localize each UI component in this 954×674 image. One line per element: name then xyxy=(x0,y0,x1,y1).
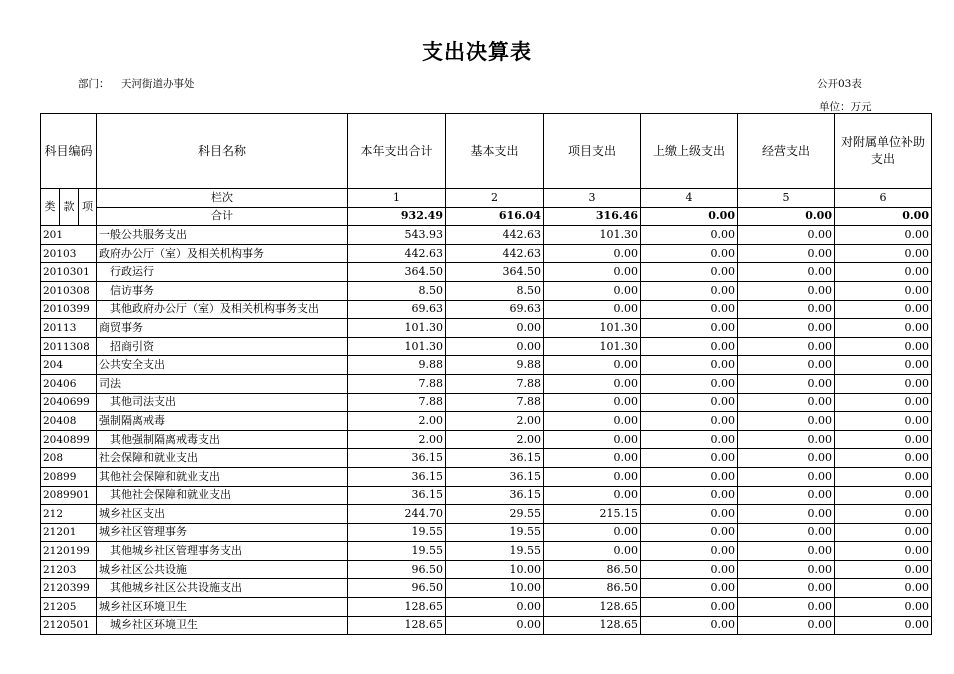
amount-cell: 0.00 xyxy=(835,281,932,300)
total-value: 0.00 xyxy=(738,207,835,226)
subject-name: 强制隔离戒毒 xyxy=(97,412,348,431)
amount-cell: 364.50 xyxy=(348,263,446,282)
amount-cell: 0.00 xyxy=(835,263,932,282)
table-row xyxy=(41,598,932,617)
amount-cell: 0.00 xyxy=(641,300,738,319)
amount-cell: 69.63 xyxy=(348,300,446,319)
amount-cell: 0.00 xyxy=(446,598,544,617)
subject-code: 20406 xyxy=(41,374,97,393)
column-no: 5 xyxy=(738,189,835,208)
amount-cell: 36.15 xyxy=(446,467,544,486)
amount-cell: 0.00 xyxy=(544,430,641,449)
subject-code: 20899 xyxy=(41,467,97,486)
amount-cell: 0.00 xyxy=(835,412,932,431)
amount-cell: 36.15 xyxy=(348,467,446,486)
amount-cell: 0.00 xyxy=(738,374,835,393)
amount-cell: 101.30 xyxy=(544,337,641,356)
subject-code: 2040699 xyxy=(41,393,97,412)
subject-code: 2011308 xyxy=(41,337,97,356)
amount-cell: 0.00 xyxy=(641,486,738,505)
amount-cell: 7.88 xyxy=(348,374,446,393)
table-row xyxy=(41,542,932,561)
amount-cell: 0.00 xyxy=(641,579,738,598)
amount-cell: 86.50 xyxy=(544,579,641,598)
amount-cell: 0.00 xyxy=(544,374,641,393)
form-number: 公开03表 xyxy=(817,78,862,90)
header-subsidy: 对附属单位补助支出 xyxy=(835,114,932,189)
table-row xyxy=(41,356,932,375)
amount-cell: 0.00 xyxy=(544,486,641,505)
amount-cell: 0.00 xyxy=(641,542,738,561)
amount-cell: 0.00 xyxy=(641,467,738,486)
table-row xyxy=(41,523,932,542)
table-row xyxy=(41,393,932,412)
amount-cell: 36.15 xyxy=(446,486,544,505)
header-project: 项目支出 xyxy=(544,114,641,189)
amount-cell: 0.00 xyxy=(641,412,738,431)
amount-cell: 0.00 xyxy=(544,449,641,468)
amount-cell: 0.00 xyxy=(544,356,641,375)
amount-cell: 8.50 xyxy=(446,281,544,300)
subject-name: 城乡社区环境卫生 xyxy=(97,598,348,617)
department-name: 天河街道办事处 xyxy=(121,78,195,90)
amount-cell: 128.65 xyxy=(544,598,641,617)
amount-cell: 0.00 xyxy=(738,486,835,505)
subject-code: 21203 xyxy=(41,560,97,579)
amount-cell: 0.00 xyxy=(835,560,932,579)
amount-cell: 0.00 xyxy=(738,263,835,282)
amount-cell: 0.00 xyxy=(835,542,932,561)
amount-cell: 36.15 xyxy=(348,449,446,468)
amount-cell: 0.00 xyxy=(641,430,738,449)
amount-cell: 0.00 xyxy=(738,430,835,449)
subject-code: 2089901 xyxy=(41,486,97,505)
table-row xyxy=(41,263,932,282)
amount-cell: 0.00 xyxy=(544,263,641,282)
amount-cell: 0.00 xyxy=(835,393,932,412)
subject-code: 20408 xyxy=(41,412,97,431)
amount-cell: 0.00 xyxy=(446,337,544,356)
subject-name: 一般公共服务支出 xyxy=(97,226,348,245)
amount-cell: 0.00 xyxy=(738,319,835,338)
table-row xyxy=(41,319,932,338)
amount-cell: 0.00 xyxy=(641,281,738,300)
subject-name: 城乡社区支出 xyxy=(97,505,348,524)
header-basic: 基本支出 xyxy=(446,114,544,189)
amount-cell: 101.30 xyxy=(348,319,446,338)
amount-cell: 128.65 xyxy=(348,598,446,617)
amount-cell: 0.00 xyxy=(738,337,835,356)
amount-cell: 0.00 xyxy=(835,486,932,505)
amount-cell: 0.00 xyxy=(835,356,932,375)
subject-code: 212 xyxy=(41,505,97,524)
amount-cell: 0.00 xyxy=(738,616,835,635)
subject-code: 21201 xyxy=(41,523,97,542)
amount-cell: 0.00 xyxy=(446,616,544,635)
column-no: 4 xyxy=(641,189,738,208)
column-no: 1 xyxy=(348,189,446,208)
amount-cell: 2.00 xyxy=(446,412,544,431)
amount-cell: 2.00 xyxy=(446,430,544,449)
subject-code: 2010399 xyxy=(41,300,97,319)
amount-cell: 0.00 xyxy=(835,467,932,486)
subject-name: 政府办公厅（室）及相关机构事务 xyxy=(97,244,348,263)
amount-cell: 442.63 xyxy=(446,244,544,263)
amount-cell: 0.00 xyxy=(738,560,835,579)
amount-cell: 0.00 xyxy=(641,523,738,542)
amount-cell: 19.55 xyxy=(446,523,544,542)
total-value: 616.04 xyxy=(446,207,544,226)
amount-cell: 10.00 xyxy=(446,560,544,579)
amount-cell: 8.50 xyxy=(348,281,446,300)
table-row xyxy=(41,449,932,468)
amount-cell: 0.00 xyxy=(738,356,835,375)
column-no: 2 xyxy=(446,189,544,208)
amount-cell: 7.88 xyxy=(446,393,544,412)
subject-name: 城乡社区管理事务 xyxy=(97,523,348,542)
subject-name: 商贸事务 xyxy=(97,319,348,338)
amount-cell: 442.63 xyxy=(446,226,544,245)
department-label: 部门： xyxy=(78,78,110,90)
amount-cell: 0.00 xyxy=(641,226,738,245)
total-value: 0.00 xyxy=(835,207,932,226)
amount-cell: 0.00 xyxy=(544,244,641,263)
amount-cell: 36.15 xyxy=(348,486,446,505)
amount-cell: 0.00 xyxy=(641,337,738,356)
amount-cell: 96.50 xyxy=(348,579,446,598)
header-xiang: 项 xyxy=(79,189,97,226)
amount-cell: 0.00 xyxy=(835,579,932,598)
table-row xyxy=(41,300,932,319)
subject-name: 城乡社区公共设施 xyxy=(97,560,348,579)
amount-cell: 9.88 xyxy=(348,356,446,375)
amount-cell: 19.55 xyxy=(348,523,446,542)
amount-cell: 0.00 xyxy=(738,244,835,263)
page-title: 支出决算表 xyxy=(422,40,532,64)
header-code: 科目编码 xyxy=(41,114,97,189)
amount-cell: 0.00 xyxy=(641,244,738,263)
amount-cell: 0.00 xyxy=(544,300,641,319)
subject-code: 20113 xyxy=(41,319,97,338)
amount-cell: 86.50 xyxy=(544,560,641,579)
amount-cell: 69.63 xyxy=(446,300,544,319)
amount-cell: 0.00 xyxy=(835,226,932,245)
amount-cell: 0.00 xyxy=(835,374,932,393)
subject-code: 2120199 xyxy=(41,542,97,561)
amount-cell: 96.50 xyxy=(348,560,446,579)
amount-cell: 19.55 xyxy=(348,542,446,561)
amount-cell: 0.00 xyxy=(641,319,738,338)
amount-cell: 128.65 xyxy=(348,616,446,635)
amount-cell: 0.00 xyxy=(835,523,932,542)
amount-cell: 442.63 xyxy=(348,244,446,263)
amount-cell: 29.55 xyxy=(446,505,544,524)
amount-cell: 0.00 xyxy=(835,300,932,319)
subject-code: 2010308 xyxy=(41,281,97,300)
header-row xyxy=(41,114,932,189)
subject-name: 其他政府办公厅（室）及相关机构事务支出 xyxy=(97,300,348,319)
subject-name: 行政运行 xyxy=(97,263,348,282)
total-value: 932.49 xyxy=(348,207,446,226)
amount-cell: 0.00 xyxy=(544,281,641,300)
subject-name: 其他强制隔离戒毒支出 xyxy=(97,430,348,449)
amount-cell: 7.88 xyxy=(348,393,446,412)
amount-cell: 215.15 xyxy=(544,505,641,524)
amount-cell: 0.00 xyxy=(738,467,835,486)
amount-cell: 0.00 xyxy=(641,560,738,579)
amount-cell: 0.00 xyxy=(835,337,932,356)
table-row xyxy=(41,486,932,505)
subject-name: 其他城乡社区公共设施支出 xyxy=(97,579,348,598)
subject-code: 2010301 xyxy=(41,263,97,282)
amount-cell: 0.00 xyxy=(641,598,738,617)
amount-cell: 0.00 xyxy=(738,505,835,524)
amount-cell: 101.30 xyxy=(544,226,641,245)
amount-cell: 0.00 xyxy=(738,598,835,617)
table-row xyxy=(41,505,932,524)
header-total: 本年支出合计 xyxy=(348,114,446,189)
amount-cell: 19.55 xyxy=(446,542,544,561)
amount-cell: 0.00 xyxy=(641,616,738,635)
amount-cell: 0.00 xyxy=(641,449,738,468)
column-number-row xyxy=(41,189,932,208)
amount-cell: 0.00 xyxy=(446,319,544,338)
amount-cell: 0.00 xyxy=(641,393,738,412)
amount-cell: 9.88 xyxy=(446,356,544,375)
amount-cell: 0.00 xyxy=(835,449,932,468)
amount-cell: 0.00 xyxy=(544,523,641,542)
expenditure-table xyxy=(40,113,932,635)
subject-name: 信访事务 xyxy=(97,281,348,300)
subject-code: 21205 xyxy=(41,598,97,617)
amount-cell: 0.00 xyxy=(835,319,932,338)
amount-cell: 0.00 xyxy=(641,263,738,282)
amount-cell: 364.50 xyxy=(446,263,544,282)
subject-name: 社会保障和就业支出 xyxy=(97,449,348,468)
unit-label: 单位：万元 xyxy=(819,101,872,113)
column-no-label: 栏次 xyxy=(97,189,348,208)
amount-cell: 0.00 xyxy=(738,579,835,598)
amount-cell: 0.00 xyxy=(835,430,932,449)
table-row xyxy=(41,244,932,263)
amount-cell: 2.00 xyxy=(348,430,446,449)
amount-cell: 244.70 xyxy=(348,505,446,524)
amount-cell: 0.00 xyxy=(835,505,932,524)
table-row xyxy=(41,374,932,393)
amount-cell: 101.30 xyxy=(348,337,446,356)
amount-cell: 0.00 xyxy=(738,449,835,468)
amount-cell: 0.00 xyxy=(738,281,835,300)
header-kuan: 款 xyxy=(60,189,79,226)
amount-cell: 10.00 xyxy=(446,579,544,598)
amount-cell: 0.00 xyxy=(835,598,932,617)
total-value: 0.00 xyxy=(641,207,738,226)
subject-name: 其他社会保障和就业支出 xyxy=(97,467,348,486)
amount-cell: 0.00 xyxy=(544,393,641,412)
subject-name: 城乡社区环境卫生 xyxy=(97,616,348,635)
amount-cell: 101.30 xyxy=(544,319,641,338)
header-upper: 上缴上级支出 xyxy=(641,114,738,189)
column-no: 3 xyxy=(544,189,641,208)
table-row xyxy=(41,560,932,579)
subject-code: 204 xyxy=(41,356,97,375)
amount-cell: 0.00 xyxy=(544,412,641,431)
subject-code: 208 xyxy=(41,449,97,468)
table-row xyxy=(41,412,932,431)
subject-code: 2120399 xyxy=(41,579,97,598)
amount-cell: 0.00 xyxy=(738,542,835,561)
amount-cell: 0.00 xyxy=(641,356,738,375)
header-lei: 类 xyxy=(41,189,60,226)
table-row xyxy=(41,281,932,300)
table-row xyxy=(41,616,932,635)
amount-cell: 0.00 xyxy=(835,616,932,635)
column-no: 6 xyxy=(835,189,932,208)
amount-cell: 0.00 xyxy=(641,374,738,393)
amount-cell: 0.00 xyxy=(544,542,641,561)
subject-code: 2040899 xyxy=(41,430,97,449)
table-row xyxy=(41,430,932,449)
table-row xyxy=(41,337,932,356)
table-row xyxy=(41,579,932,598)
amount-cell: 36.15 xyxy=(446,449,544,468)
table-row xyxy=(41,226,932,245)
amount-cell: 0.00 xyxy=(738,523,835,542)
table-row xyxy=(41,467,932,486)
subject-name: 其他社会保障和就业支出 xyxy=(97,486,348,505)
total-value: 316.46 xyxy=(544,207,641,226)
subject-code: 2120501 xyxy=(41,616,97,635)
subject-code: 201 xyxy=(41,226,97,245)
subject-name: 其他司法支出 xyxy=(97,393,348,412)
subject-name: 其他城乡社区管理事务支出 xyxy=(97,542,348,561)
amount-cell: 0.00 xyxy=(835,244,932,263)
amount-cell: 128.65 xyxy=(544,616,641,635)
amount-cell: 0.00 xyxy=(544,467,641,486)
subject-name: 招商引资 xyxy=(97,337,348,356)
amount-cell: 0.00 xyxy=(738,393,835,412)
amount-cell: 2.00 xyxy=(348,412,446,431)
amount-cell: 543.93 xyxy=(348,226,446,245)
amount-cell: 0.00 xyxy=(738,300,835,319)
subject-name: 公共安全支出 xyxy=(97,356,348,375)
total-row xyxy=(41,207,932,226)
subject-name: 司法 xyxy=(97,374,348,393)
amount-cell: 7.88 xyxy=(446,374,544,393)
amount-cell: 0.00 xyxy=(738,226,835,245)
header-operating: 经营支出 xyxy=(738,114,835,189)
total-label: 合计 xyxy=(97,207,348,226)
amount-cell: 0.00 xyxy=(641,505,738,524)
header-name: 科目名称 xyxy=(97,114,348,189)
subject-code: 20103 xyxy=(41,244,97,263)
amount-cell: 0.00 xyxy=(738,412,835,431)
